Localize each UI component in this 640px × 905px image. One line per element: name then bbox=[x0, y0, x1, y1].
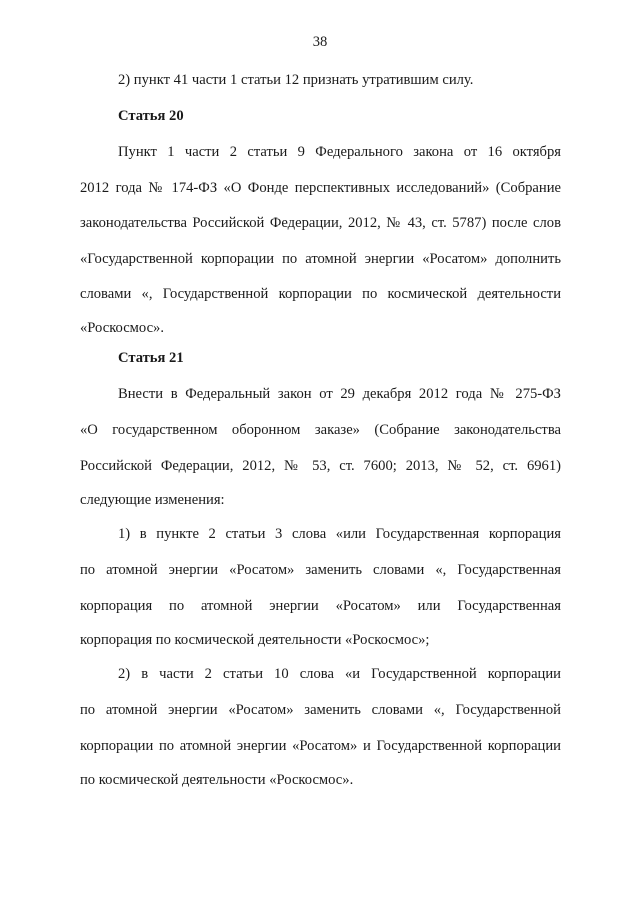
article-21-heading: Статья 21 bbox=[118, 350, 184, 366]
article20-line: «Роскосмос». bbox=[80, 320, 164, 336]
article21-item1-line: 1) в пункте 2 статьи 3 слова «или Государственная корпорация bbox=[118, 526, 561, 542]
article20-line: 2012 года № 174-ФЗ «О Фонде перспективных исследований» (Собрание bbox=[80, 180, 561, 196]
article21-item1-line: по атомной энергии «Росатом» заменить словами «, Государственная bbox=[80, 562, 561, 578]
article19-item-2: 2) пункт 41 части 1 статьи 12 признать утратившим силу. bbox=[118, 72, 474, 88]
article21-intro-line: Внести в Федеральный закон от 29 декабря 2012 года № 275-ФЗ bbox=[118, 386, 561, 402]
article21-item2-line: корпорации по атомной энергии «Росатом» и Государственной корпорации bbox=[80, 738, 561, 754]
article21-item1-line: корпорация по атомной энергии «Росатом» или Государственная bbox=[80, 598, 561, 614]
article21-item2-line: 2) в части 2 статьи 10 слова «и Государственной корпорации bbox=[118, 666, 561, 682]
article21-item2-line: по атомной энергии «Росатом» заменить словами «, Государственной bbox=[80, 702, 561, 718]
article21-intro-line: следующие изменения: bbox=[80, 492, 225, 508]
article21-intro-line: «О государственном оборонном заказе» (Собрание законодательства bbox=[80, 422, 561, 438]
article20-line: законодательства Российской Федерации, 2012, № 43, ст. 5787) после слов bbox=[80, 215, 561, 231]
article21-item1-line: корпорация по космической деятельности «Роскосмос»; bbox=[80, 632, 430, 648]
page-number: 38 bbox=[312, 34, 328, 50]
article-20-heading: Статья 20 bbox=[118, 108, 184, 124]
article20-line: «Государственной корпорации по атомной энергии «Росатом» дополнить bbox=[80, 251, 561, 267]
article21-intro-line: Российской Федерации, 2012, № 53, ст. 7600; 2013, № 52, ст. 6961) bbox=[80, 458, 561, 474]
article21-item2-line: по космической деятельности «Роскосмос». bbox=[80, 772, 354, 788]
article20-line: Пункт 1 части 2 статьи 9 Федерального закона от 16 октября bbox=[118, 144, 561, 160]
article20-line: словами «, Государственной корпорации по космической деятельности bbox=[80, 286, 561, 302]
